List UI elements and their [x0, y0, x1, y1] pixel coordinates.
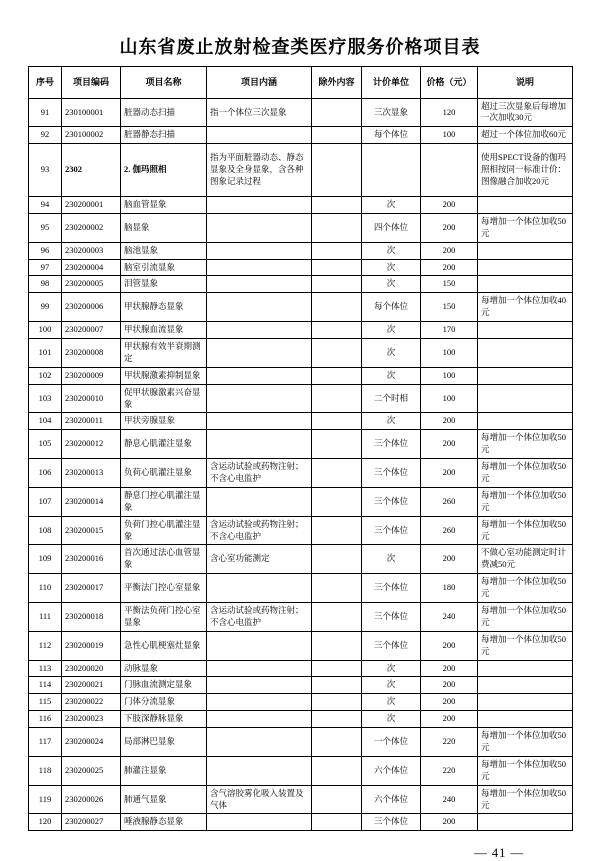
- table-row: [29, 728, 573, 757]
- cell-content: [207, 728, 312, 757]
- cell-project-name: 负荷心肌灌注显象: [121, 459, 207, 488]
- cell-unit: 次: [362, 242, 421, 259]
- cell-seq-no: 120: [29, 814, 62, 831]
- cell-price: 150: [421, 293, 478, 322]
- cell-content: [207, 276, 312, 293]
- cell-project-name: 甲状腺有效半衰期测定: [121, 338, 207, 367]
- cell-note: 每增加一个体位加收50元: [478, 430, 573, 459]
- cell-note: [478, 711, 573, 728]
- cell-content: [207, 574, 312, 603]
- cell-excluded: [312, 814, 362, 831]
- table-row: [29, 213, 573, 242]
- cell-excluded: [312, 322, 362, 339]
- cell-note: 不做心室功能测定时计费减50元: [478, 545, 573, 574]
- cell-content: 指为平面脏器动态、静态显象及全身显象，含各种图象记录过程: [207, 144, 312, 197]
- cell-note: [478, 242, 573, 259]
- cell-project-name: 脏器动态扫描: [121, 98, 207, 127]
- cell-unit: 次: [362, 322, 421, 339]
- cell-excluded: [312, 384, 362, 413]
- cell-content: 含运动试验或药物注射；不含心电监护: [207, 602, 312, 631]
- cell-seq-no: 116: [29, 711, 62, 728]
- cell-content: [207, 756, 312, 785]
- cell-seq-no: 113: [29, 660, 62, 677]
- cell-excluded: [312, 259, 362, 276]
- table-row: [29, 413, 573, 430]
- cell-project-code: 230200009: [62, 367, 121, 384]
- cell-project-code: 230200015: [62, 516, 121, 545]
- cell-project-code: 230200003: [62, 242, 121, 259]
- cell-price: 200: [421, 459, 478, 488]
- cell-seq-no: 96: [29, 242, 62, 259]
- cell-note: [478, 677, 573, 694]
- cell-price: 200: [421, 660, 478, 677]
- cell-project-code: 230200012: [62, 430, 121, 459]
- cell-project-name: 肺灌注显象: [121, 756, 207, 785]
- cell-seq-no: 95: [29, 213, 62, 242]
- cell-project-code: 230200019: [62, 631, 121, 660]
- cell-note: 每增加一个体位加收50元: [478, 516, 573, 545]
- cell-unit: 三次显象: [362, 98, 421, 127]
- cell-content: 含心室功能测定: [207, 545, 312, 574]
- cell-project-name: 急性心肌梗塞灶显象: [121, 631, 207, 660]
- cell-content: [207, 213, 312, 242]
- cell-price: 200: [421, 242, 478, 259]
- cell-note: 超过一个体位加收60元: [478, 127, 573, 144]
- cell-seq-no: 107: [29, 487, 62, 516]
- cell-project-code: 230200020: [62, 660, 121, 677]
- cell-project-code: 230200013: [62, 459, 121, 488]
- cell-project-code: 230200017: [62, 574, 121, 603]
- cell-note: [478, 384, 573, 413]
- cell-project-code: 230200014: [62, 487, 121, 516]
- cell-unit: 每个体位: [362, 293, 421, 322]
- cell-project-name: 肺通气显象: [121, 785, 207, 814]
- cell-note: 每增加一个体位加收50元: [478, 756, 573, 785]
- cell-seq-no: 100: [29, 322, 62, 339]
- cell-price: 240: [421, 785, 478, 814]
- cell-note: 使用SPECT设备的伽玛照相按同一标准计价：图像融合加收20元: [478, 144, 573, 197]
- cell-project-code: 230100001: [62, 98, 121, 127]
- table-row: [29, 196, 573, 213]
- cell-project-code: 230200001: [62, 196, 121, 213]
- col-header-note: 说明: [478, 67, 573, 99]
- cell-unit: 一个体位: [362, 728, 421, 757]
- cell-excluded: [312, 293, 362, 322]
- cell-excluded: [312, 545, 362, 574]
- cell-project-code: 230200021: [62, 677, 121, 694]
- page-title: 山东省废止放射检查类医疗服务价格项目表: [119, 37, 481, 57]
- cell-excluded: [312, 677, 362, 694]
- cell-excluded: [312, 430, 362, 459]
- cell-price: 100: [421, 367, 478, 384]
- table-row: [29, 338, 573, 367]
- cell-excluded: [312, 574, 362, 603]
- cell-project-code: 230200011: [62, 413, 121, 430]
- cell-seq-no: 115: [29, 694, 62, 711]
- cell-price: 200: [421, 413, 478, 430]
- cell-seq-no: 92: [29, 127, 62, 144]
- cell-excluded: [312, 756, 362, 785]
- cell-unit: 次: [362, 413, 421, 430]
- table-row: [29, 367, 573, 384]
- cell-unit: 次: [362, 660, 421, 677]
- cell-unit: 次: [362, 276, 421, 293]
- table-row: [29, 127, 573, 144]
- cell-price: 100: [421, 384, 478, 413]
- cell-price: 200: [421, 430, 478, 459]
- cell-project-name: 甲状腺静态显象: [121, 293, 207, 322]
- cell-note: 每增加一个体位加收50元: [478, 602, 573, 631]
- cell-project-code: 230200005: [62, 276, 121, 293]
- cell-note: [478, 322, 573, 339]
- cell-content: [207, 322, 312, 339]
- cell-seq-no: 111: [29, 602, 62, 631]
- cell-unit: 次: [362, 196, 421, 213]
- cell-unit: 三个体位: [362, 430, 421, 459]
- cell-seq-no: 104: [29, 413, 62, 430]
- cell-price: 170: [421, 322, 478, 339]
- cell-content: [207, 242, 312, 259]
- cell-excluded: [312, 602, 362, 631]
- cell-excluded: [312, 728, 362, 757]
- cell-project-code: 230200008: [62, 338, 121, 367]
- table-row: [29, 660, 573, 677]
- cell-unit: [362, 144, 421, 197]
- cell-project-code: 230200022: [62, 694, 121, 711]
- cell-price: 200: [421, 259, 478, 276]
- cell-content: [207, 814, 312, 831]
- cell-seq-no: 112: [29, 631, 62, 660]
- cell-content: [207, 694, 312, 711]
- cell-project-name: 促甲状腺激素兴奋显象: [121, 384, 207, 413]
- cell-excluded: [312, 785, 362, 814]
- cell-content: [207, 338, 312, 367]
- cell-price: 260: [421, 516, 478, 545]
- table-row: [29, 694, 573, 711]
- col-header-excluded: 除外内容: [312, 67, 362, 99]
- cell-excluded: [312, 367, 362, 384]
- table-row: [29, 814, 573, 831]
- col-header-no: 序号: [29, 67, 62, 99]
- cell-seq-no: 109: [29, 545, 62, 574]
- cell-note: 每增加一个体位加收50元: [478, 728, 573, 757]
- cell-project-name: 门脉血流测定显象: [121, 677, 207, 694]
- table-row: [29, 430, 573, 459]
- cell-project-code: 2302: [62, 144, 121, 197]
- cell-project-code: 230200027: [62, 814, 121, 831]
- cell-price: 200: [421, 631, 478, 660]
- table-row: [29, 756, 573, 785]
- cell-excluded: [312, 98, 362, 127]
- cell-unit: 二个时相: [362, 384, 421, 413]
- cell-content: 含运动试验或药物注射；不含心电监护: [207, 459, 312, 488]
- cell-content: [207, 367, 312, 384]
- table-row: [29, 144, 573, 197]
- cell-price: 200: [421, 677, 478, 694]
- cell-unit: 四个体位: [362, 213, 421, 242]
- cell-project-name: 平衡法门控心室显象: [121, 574, 207, 603]
- cell-project-name: 负荷门控心肌灌注显象: [121, 516, 207, 545]
- cell-note: 超过三次显象后每增加一次加收30元: [478, 98, 573, 127]
- cell-project-name: 甲状腺血流显象: [121, 322, 207, 339]
- cell-unit: 六个体位: [362, 785, 421, 814]
- cell-price: 200: [421, 545, 478, 574]
- cell-excluded: [312, 276, 362, 293]
- cell-price: 220: [421, 728, 478, 757]
- cell-project-code: 230200024: [62, 728, 121, 757]
- cell-seq-no: 94: [29, 196, 62, 213]
- cell-note: 每增加一个体位加收50元: [478, 785, 573, 814]
- table-row: [29, 785, 573, 814]
- cell-seq-no: 105: [29, 430, 62, 459]
- cell-unit: 次: [362, 338, 421, 367]
- cell-note: 每增加一个体位加收50元: [478, 574, 573, 603]
- table-row: [29, 322, 573, 339]
- cell-content: [207, 127, 312, 144]
- cell-excluded: [312, 660, 362, 677]
- cell-unit: 次: [362, 259, 421, 276]
- cell-project-code: 230200018: [62, 602, 121, 631]
- cell-note: [478, 814, 573, 831]
- table-row: [29, 276, 573, 293]
- cell-note: [478, 338, 573, 367]
- cell-price: 200: [421, 814, 478, 831]
- cell-excluded: [312, 694, 362, 711]
- cell-note: [478, 276, 573, 293]
- cell-seq-no: 117: [29, 728, 62, 757]
- cell-unit: 次: [362, 711, 421, 728]
- cell-project-name: 脑显象: [121, 213, 207, 242]
- cell-excluded: [312, 242, 362, 259]
- cell-project-name: 动脉显象: [121, 660, 207, 677]
- cell-content: 含运动试验或药物注射；不含心电监护: [207, 516, 312, 545]
- page-number: — 41 —: [474, 846, 524, 861]
- cell-unit: 三个体位: [362, 602, 421, 631]
- cell-excluded: [312, 338, 362, 367]
- cell-price: 240: [421, 602, 478, 631]
- cell-unit: 三个体位: [362, 574, 421, 603]
- table-row: [29, 516, 573, 545]
- cell-content: [207, 677, 312, 694]
- cell-price: [421, 144, 478, 197]
- cell-unit: 次: [362, 694, 421, 711]
- cell-seq-no: 98: [29, 276, 62, 293]
- cell-seq-no: 119: [29, 785, 62, 814]
- cell-note: 每增加一个体位加收50元: [478, 213, 573, 242]
- cell-price: 260: [421, 487, 478, 516]
- cell-content: 指一个体位三次显象: [207, 98, 312, 127]
- cell-note: 每增加一个体位加收50元: [478, 487, 573, 516]
- cell-note: [478, 413, 573, 430]
- cell-content: [207, 711, 312, 728]
- cell-note: 每增加一个体位加收50元: [478, 459, 573, 488]
- cell-project-code: 230200023: [62, 711, 121, 728]
- cell-excluded: [312, 196, 362, 213]
- cell-price: 200: [421, 213, 478, 242]
- table-row: [29, 487, 573, 516]
- cell-project-code: 230200006: [62, 293, 121, 322]
- cell-note: [478, 259, 573, 276]
- cell-excluded: [312, 459, 362, 488]
- cell-unit: 每个体位: [362, 127, 421, 144]
- cell-project-code: 230100002: [62, 127, 121, 144]
- cell-seq-no: 114: [29, 677, 62, 694]
- cell-project-code: 230200007: [62, 322, 121, 339]
- cell-unit: 三个体位: [362, 814, 421, 831]
- cell-project-name: 首次通过法心血管显象: [121, 545, 207, 574]
- cell-unit: 六个体位: [362, 756, 421, 785]
- cell-seq-no: 93: [29, 144, 62, 197]
- table-row: [29, 545, 573, 574]
- cell-project-name: 脏器静态扫描: [121, 127, 207, 144]
- cell-seq-no: 103: [29, 384, 62, 413]
- cell-note: [478, 196, 573, 213]
- cell-content: [207, 413, 312, 430]
- cell-excluded: [312, 516, 362, 545]
- cell-seq-no: 106: [29, 459, 62, 488]
- table-row: [29, 631, 573, 660]
- cell-excluded: [312, 144, 362, 197]
- price-table: [28, 66, 573, 831]
- cell-content: [207, 259, 312, 276]
- cell-excluded: [312, 487, 362, 516]
- cell-unit: 次: [362, 677, 421, 694]
- cell-project-name: 泪管显象: [121, 276, 207, 293]
- cell-project-name: 脑血管显象: [121, 196, 207, 213]
- table-row: [29, 259, 573, 276]
- cell-content: 含气溶胶雾化吸入装置及气体: [207, 785, 312, 814]
- table-row: [29, 677, 573, 694]
- cell-price: 200: [421, 694, 478, 711]
- cell-content: [207, 660, 312, 677]
- col-header-price: 价格（元）: [421, 67, 478, 99]
- cell-note: [478, 367, 573, 384]
- cell-project-name: 甲状旁腺显象: [121, 413, 207, 430]
- cell-seq-no: 110: [29, 574, 62, 603]
- cell-price: 150: [421, 276, 478, 293]
- cell-price: 200: [421, 711, 478, 728]
- cell-project-name: 下肢深静脉显象: [121, 711, 207, 728]
- cell-project-name: 平衡法负荷门控心室显象: [121, 602, 207, 631]
- col-header-content: 项目内涵: [207, 67, 312, 99]
- cell-excluded: [312, 213, 362, 242]
- cell-project-name: 脑室引流显象: [121, 259, 207, 276]
- cell-note: [478, 694, 573, 711]
- cell-price: 200: [421, 196, 478, 213]
- cell-unit: 三个体位: [362, 487, 421, 516]
- cell-unit: 三个体位: [362, 516, 421, 545]
- cell-excluded: [312, 127, 362, 144]
- cell-project-code: 230200010: [62, 384, 121, 413]
- table-row: [29, 602, 573, 631]
- cell-unit: 次: [362, 545, 421, 574]
- cell-project-code: 230200002: [62, 213, 121, 242]
- cell-price: 180: [421, 574, 478, 603]
- cell-content: [207, 384, 312, 413]
- cell-project-name: 局部淋巴显象: [121, 728, 207, 757]
- cell-project-name: 脑池显象: [121, 242, 207, 259]
- table-row: [29, 293, 573, 322]
- table-row: [29, 384, 573, 413]
- cell-unit: 次: [362, 367, 421, 384]
- cell-note: 每增加一个体位加收40元: [478, 293, 573, 322]
- cell-project-code: 230200026: [62, 785, 121, 814]
- cell-seq-no: 99: [29, 293, 62, 322]
- table-row: [29, 574, 573, 603]
- cell-content: [207, 631, 312, 660]
- col-header-unit: 计价单位: [362, 67, 421, 99]
- cell-project-code: 230200004: [62, 259, 121, 276]
- table-row: [29, 242, 573, 259]
- cell-project-code: 230200025: [62, 756, 121, 785]
- table-row: [29, 98, 573, 127]
- table-row: [29, 459, 573, 488]
- cell-price: 100: [421, 127, 478, 144]
- cell-excluded: [312, 413, 362, 430]
- header-row: [29, 67, 573, 99]
- cell-content: [207, 430, 312, 459]
- cell-seq-no: 91: [29, 98, 62, 127]
- cell-project-name: 甲状腺激素抑制显象: [121, 367, 207, 384]
- cell-content: [207, 487, 312, 516]
- cell-note: [478, 660, 573, 677]
- cell-project-name: 唾液腺静态显象: [121, 814, 207, 831]
- cell-project-code: 230200016: [62, 545, 121, 574]
- table-row: [29, 711, 573, 728]
- cell-excluded: [312, 711, 362, 728]
- col-header-name: 项目名称: [121, 67, 207, 99]
- cell-price: 120: [421, 98, 478, 127]
- cell-price: 220: [421, 756, 478, 785]
- col-header-code: 项目编码: [62, 67, 121, 99]
- cell-project-name: 静息心肌灌注显象: [121, 430, 207, 459]
- cell-project-name: 2. 伽玛照相: [121, 144, 207, 197]
- cell-content: [207, 293, 312, 322]
- cell-seq-no: 118: [29, 756, 62, 785]
- cell-excluded: [312, 631, 362, 660]
- cell-unit: 三个体位: [362, 459, 421, 488]
- cell-project-name: 静息门控心肌灌注显象: [121, 487, 207, 516]
- cell-seq-no: 108: [29, 516, 62, 545]
- cell-seq-no: 101: [29, 338, 62, 367]
- cell-price: 100: [421, 338, 478, 367]
- cell-note: 每增加一个体位加收50元: [478, 631, 573, 660]
- cell-seq-no: 102: [29, 367, 62, 384]
- cell-content: [207, 196, 312, 213]
- cell-seq-no: 97: [29, 259, 62, 276]
- cell-project-name: 门体分流显象: [121, 694, 207, 711]
- cell-unit: 三个体位: [362, 631, 421, 660]
